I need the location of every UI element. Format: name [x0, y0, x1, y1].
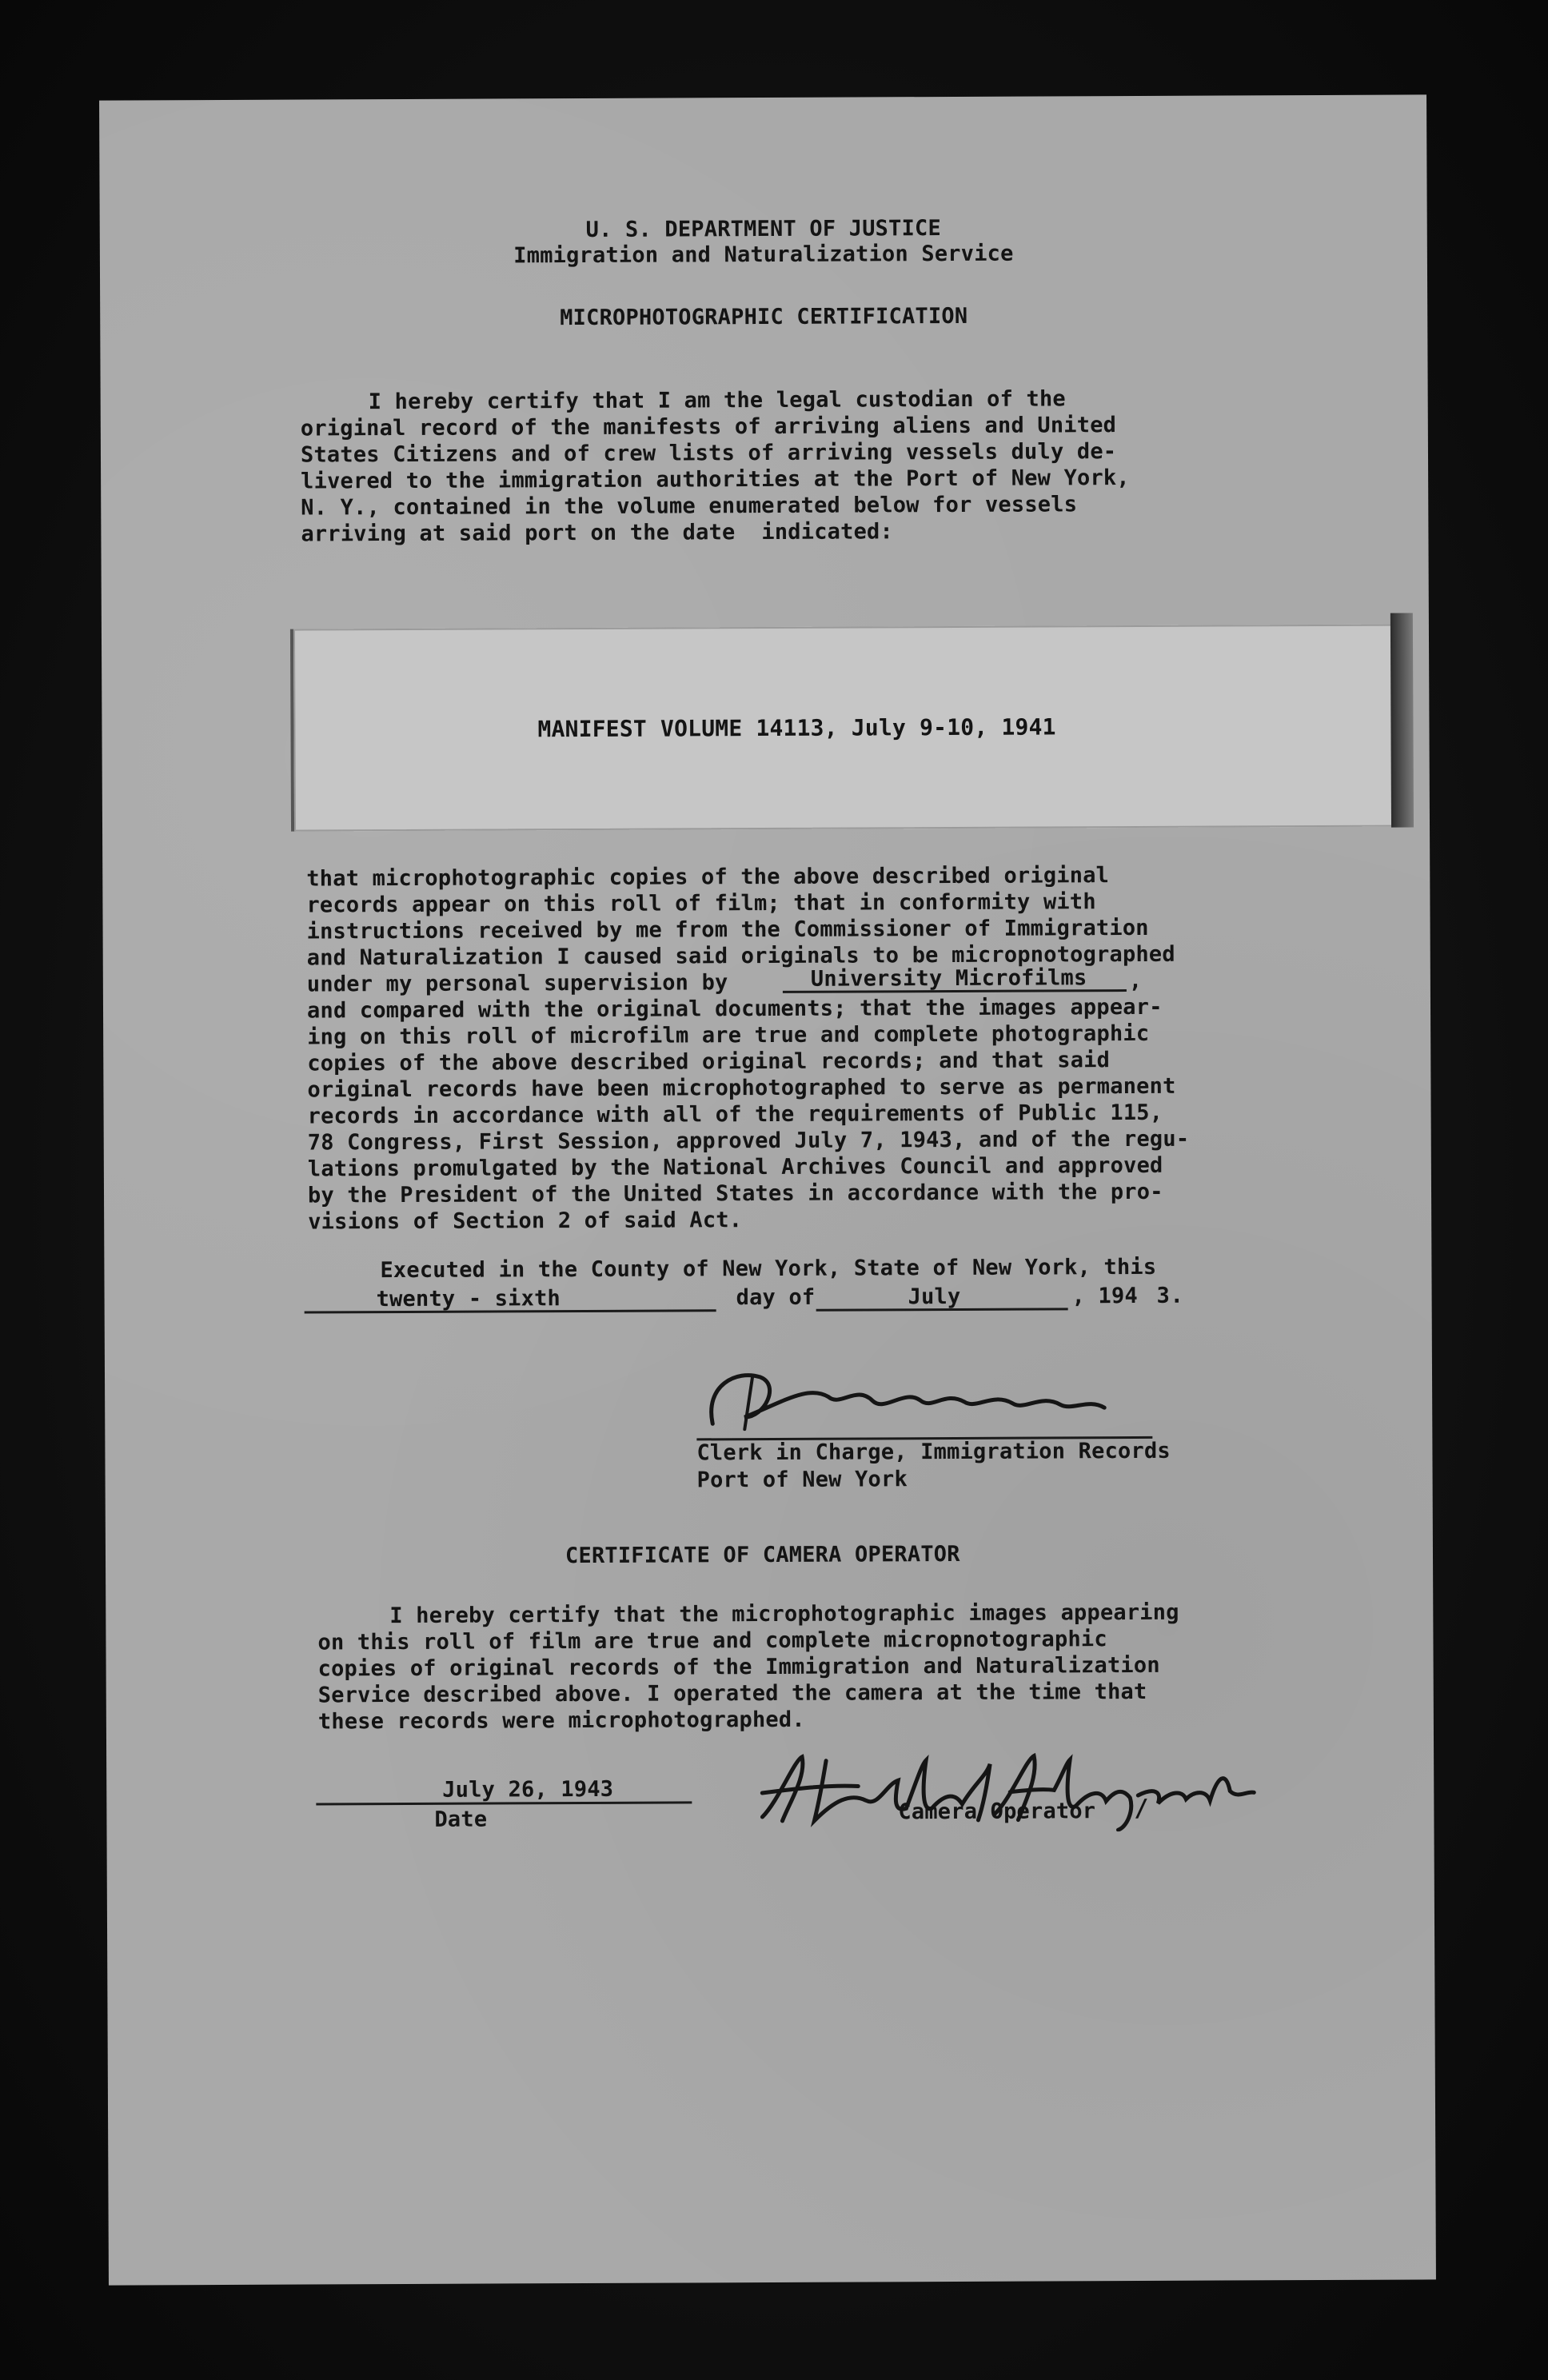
body-line: and compared with the original documents; that the images appear- [306, 994, 1163, 1024]
date-underline [316, 1801, 692, 1805]
clerk-signature [688, 1352, 1136, 1441]
certificate-page [99, 94, 1436, 2285]
camera-operator-label: Camera Operator [898, 1799, 1096, 1825]
body-line: ing on this roll of microfilm are true and complete photographic [307, 1020, 1150, 1050]
body-line: 78 Congress, First Session, approved July 7, 1943, and of the regu- [307, 1126, 1190, 1156]
service-header: Immigration and Naturalization Service [513, 241, 1014, 269]
department-header: U. S. DEPARTMENT OF JUSTICE [585, 216, 941, 242]
body-line: that microphotographic copies of the above described original [306, 863, 1110, 892]
body-line: under my personal supervision by [306, 970, 728, 997]
year-period: . [1170, 1283, 1184, 1308]
camera-line: on this roll of film are true and complete micropnotographic [317, 1627, 1107, 1655]
intro-line: arriving at said port on the date indicated: [301, 519, 893, 547]
body-line: and Naturalization I caused said originals to be micropnotographed [306, 941, 1175, 971]
body-line: instructions received by me from the Commissioner of Immigration [306, 915, 1149, 944]
intro-line: N. Y., contained in the volume enumerated below for vessels [301, 492, 1078, 521]
executed-line: Executed in the County of New York, State of New York, this [380, 1254, 1157, 1284]
date-fill: July 26, 1943 [442, 1776, 614, 1803]
body-line: records in accordance with all of the requirements of Public 115, [307, 1100, 1163, 1129]
clerk-port: Port of New York [696, 1467, 908, 1493]
body-line: by the President of the United States in accordance with the pro- [307, 1179, 1163, 1208]
manifest-strip [293, 625, 1394, 832]
strip-shadow [1390, 613, 1414, 827]
day-underline [305, 1309, 716, 1313]
body-line: visions of Section 2 of said Act. [308, 1208, 743, 1235]
year-prefix: , 194 [1071, 1283, 1138, 1309]
day-fill: twenty - sixth [376, 1286, 561, 1312]
clerk-title: Clerk in Charge, Immigration Records [696, 1438, 1171, 1466]
supervisor-fill: University Microfilms [810, 965, 1087, 992]
camera-line: these records were microphotographed. [317, 1707, 805, 1735]
supervisor-comma: , [1128, 968, 1143, 994]
body-line: records appear on this roll of film; that in conformity with [306, 889, 1096, 918]
body-line: original records have been microphotographed to serve as permanent [307, 1073, 1176, 1103]
day-of-label: day of [736, 1284, 816, 1311]
camera-certificate-title: CERTIFICATE OF CAMERA OPERATOR [565, 1541, 960, 1569]
month-fill: July [908, 1284, 961, 1310]
intro-line: original record of the manifests of arriving aliens and United [300, 413, 1117, 441]
date-label: Date [434, 1807, 488, 1832]
camera-line: copies of original records of the Immigration and Naturalization [317, 1652, 1160, 1682]
camera-line: Service described above. I operated the camera at the time that [317, 1679, 1147, 1708]
manifest-volume-label: MANIFEST VOLUME 14113, July 9-10, 1941 [537, 713, 1056, 743]
intro-line: I hereby certify that I am the legal custodian of the [368, 386, 1066, 415]
supervisor-underline [783, 989, 1127, 993]
month-underline [816, 1308, 1068, 1311]
body-line: copies of the above described original records; and that said [307, 1048, 1111, 1076]
intro-line: States Citizens and of crew lists of arriving vessels duly de- [300, 439, 1117, 468]
certification-title: MICROPHOTOGRAPHIC CERTIFICATION [560, 303, 968, 331]
body-line: lations promulgated by the National Archives Council and approved [307, 1152, 1163, 1182]
year-fill: 3 [1156, 1283, 1171, 1308]
operator-slash: / [1134, 1794, 1149, 1823]
intro-line: livered to the immigration authorities at the Port of New York, [301, 465, 1130, 494]
camera-line: I hereby certify that the microphotographic images appearing [389, 1599, 1179, 1629]
